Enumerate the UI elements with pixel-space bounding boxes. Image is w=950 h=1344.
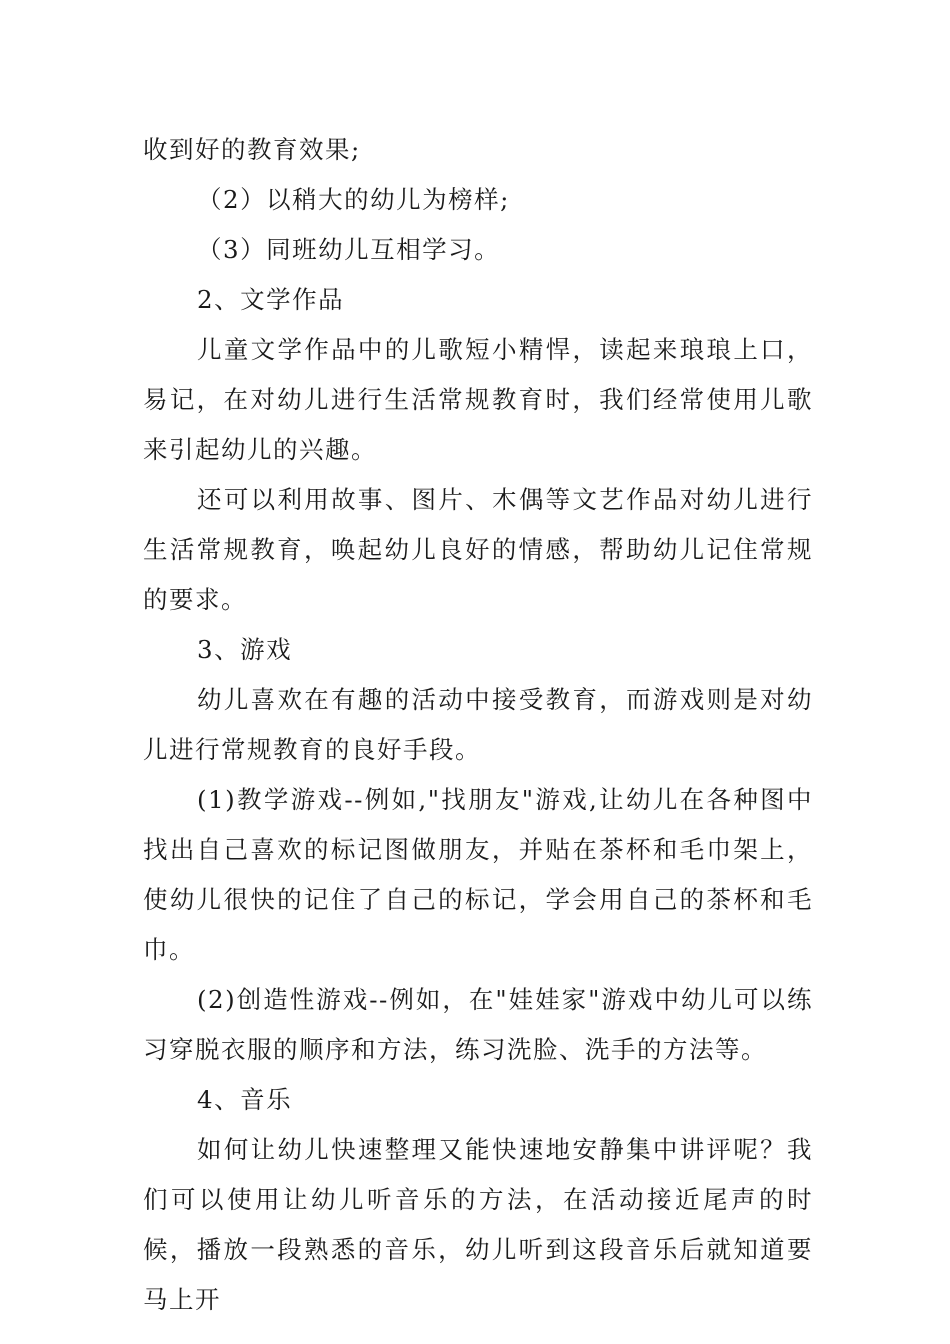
paragraph: (2)创造性游戏--例如，在"娃娃家"游戏中幼儿可以练习穿脱衣服的顺序和方法，练习洗脸、洗手的方法等。: [143, 985, 813, 1064]
paragraph: （2）以稍大的幼儿为榜样;: [197, 185, 510, 214]
paragraph: 幼儿喜欢在有趣的活动中接受教育，而游戏则是对幼儿进行常规教育的良好手段。: [143, 685, 813, 764]
paragraph: 儿童文学作品中的儿歌短小精悍，读起来琅琅上口，易记，在对幼儿进行生活常规教育时，我们经常使用儿歌来引起幼儿的兴趣。: [143, 335, 813, 464]
document-body: [143, 125, 813, 1325]
paragraph: 收到好的教育效果;: [143, 135, 361, 164]
section-heading: 3、游戏: [197, 635, 293, 664]
paragraph: 如何让幼儿快速整理又能快速地安静集中讲评呢？我们可以使用让幼儿听音乐的方法，在活动接近尾声的时候，播放一段熟悉的音乐，幼儿听到这段音乐后就知道要马上开: [143, 1135, 813, 1314]
section-heading: 4、音乐: [197, 1085, 293, 1114]
paragraph: （3）同班幼儿互相学习。: [197, 235, 501, 264]
paragraph: (1)教学游戏--例如,"找朋友"游戏,让幼儿在各种图中找出自己喜欢的标记图做朋友，并贴在茶杯和毛巾架上，使幼儿很快的记住了自己的标记，学会用自己的茶杯和毛巾。: [143, 785, 813, 964]
paragraph: 还可以利用故事、图片、木偶等文艺作品对幼儿进行生活常规教育，唤起幼儿良好的情感，帮助幼儿记住常规的要求。: [143, 485, 813, 614]
section-heading: 2、文学作品: [197, 285, 345, 314]
